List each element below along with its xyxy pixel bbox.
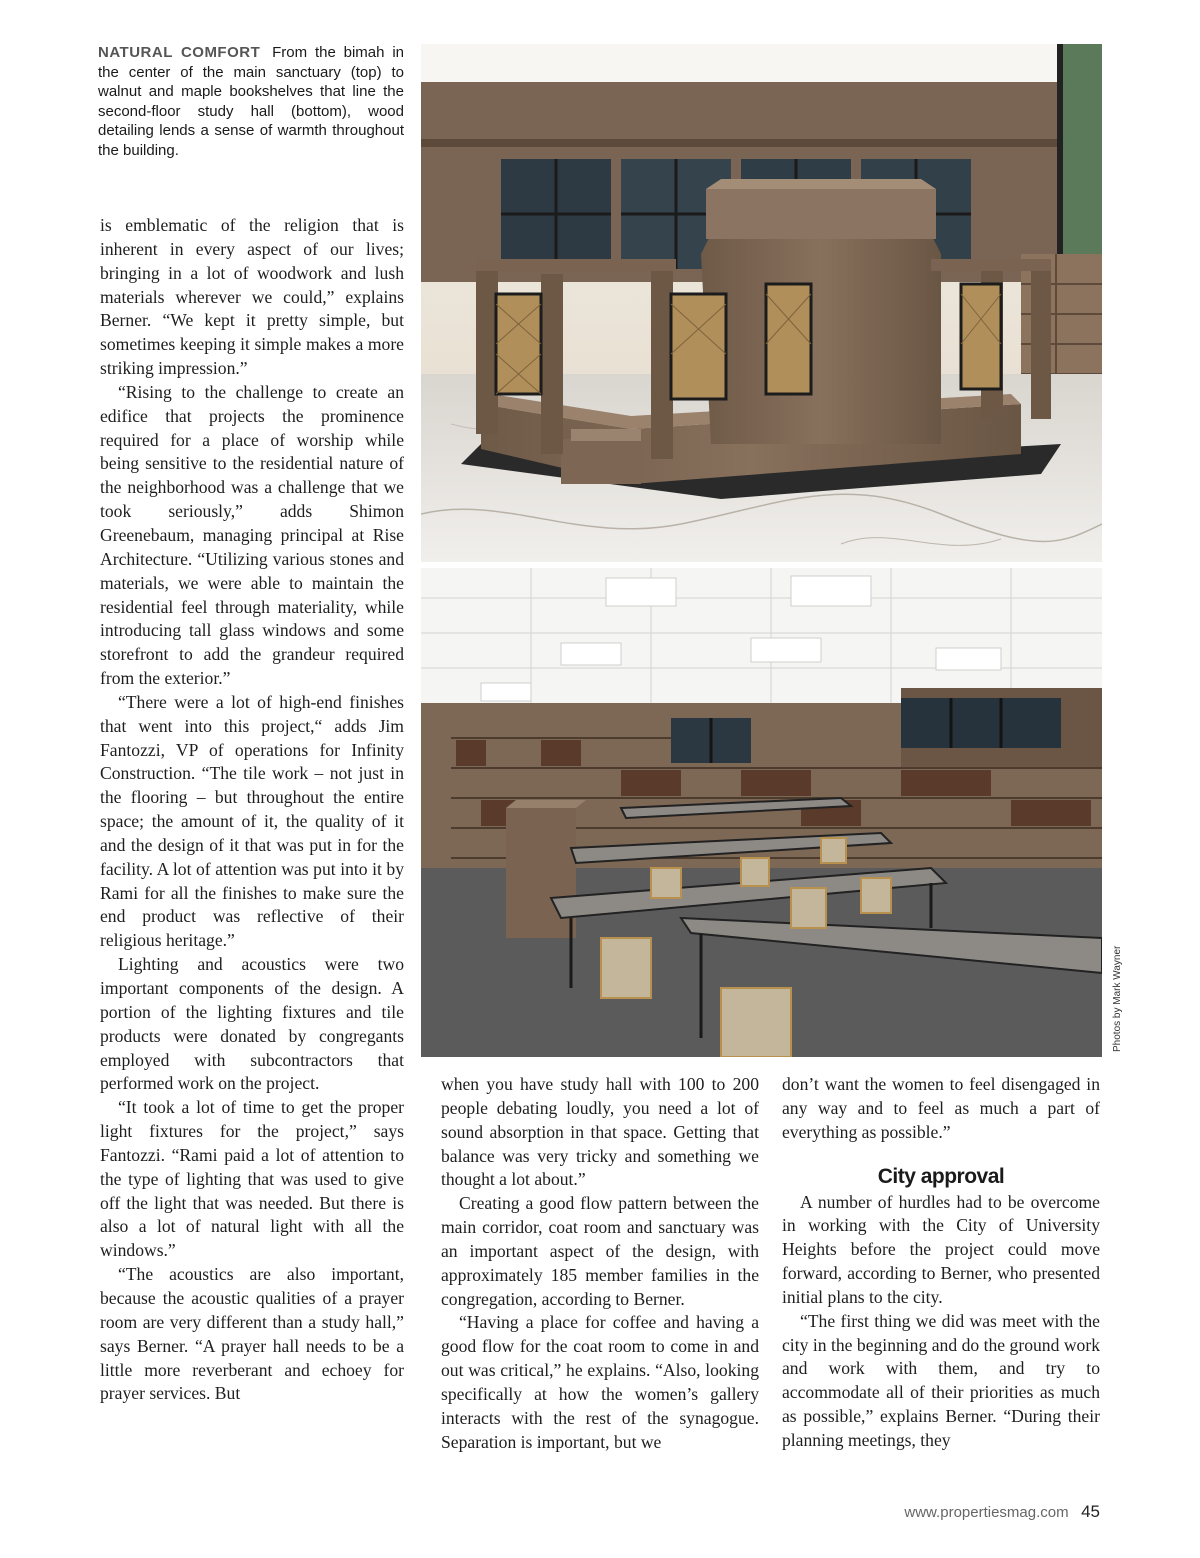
text-column-1 [100, 214, 404, 1406]
study-hall-photo [421, 568, 1102, 1057]
website-url: www.propertiesmag.com [904, 1504, 1069, 1521]
caption-lead: NATURAL COMFORT [98, 44, 261, 61]
paragraph: “Rising to the challenge to create an edifice that projects the prominence required for a place of worship while being sensitive to the residential nature of the neighborhood was a challenge that we took seriously,” adds Shimon Greenebaum, managing principal at Rise Architecture. “Utilizing various stones and materials, we were able to maintain the residential feel through materiality, while introducing tall glass windows and some storefront to add the grandeur required from the exterior.” [100, 381, 404, 689]
paragraph: “It took a lot of time to get the proper light fixtures for the project,” says Fantozzi. “Rami paid a lot of attention to the type of lighting that was used to give off the light that was needed. But there is also a lot of natural light with all the windows.” [100, 1097, 404, 1261]
page-number: 45 [1081, 1502, 1100, 1521]
photo-credit: Photos by Mark Wayner [1112, 945, 1123, 1052]
paragraph: “The first thing we did was meet with the city in the beginning and do the ground work and work with them, and try to accommodate all of their priorities as much as possible,” explains Berner. “During their planning meetings, they [782, 1310, 1100, 1450]
section-subhead: City approval [877, 1164, 1005, 1188]
paragraph: when you have study hall with 100 to 200 people debating loudly, you need a lot of sound absorption in that space. Getting that balance was very tricky and something we thought a lot about.” [441, 1074, 759, 1190]
text-column-2 [441, 1073, 759, 1455]
caption-text: From the bimah in the center of the main sanctuary (top) to walnut and maple bookshelves that line the second-floor study hall (bottom), wood detailing lends a sense of warmth throughout the building. [98, 44, 404, 159]
paragraph: “There were a lot of high-end finishes that went into this project,“ adds Jim Fantozzi, VP of operations for Infinity Construction. “The tile work – not just in the flooring – but throughout the entire space; the amount of it, the quality of it and the design of it that was put in for the facility. A lot of attention was put into it by Rami for all the finishes to make sure the end product was reflective of their religious heritage.” [100, 691, 404, 951]
photo-caption [98, 43, 404, 160]
paragraph: Creating a good flow pattern between the main corridor, coat room and sanctuary was an important aspect of the design, with approximately 185 member families in the congregation, according to Berner. [441, 1193, 759, 1309]
paragraph: A number of hurdles had to be overcome in working with the City of University Heights before the project could move forward, according to Berner, who presented initial plans to the city. [782, 1191, 1100, 1307]
paragraph: Lighting and acoustics were two important components of the design. A portion of the lighting fixtures and tile products were donated by congregants employed with subcontractors that performed work on the project. [100, 954, 404, 1094]
sanctuary-bimah-photo [421, 44, 1102, 562]
paragraph: is emblematic of the religion that is inherent in every aspect of our lives; bringing in a lot of woodwork and lush materials wherever we could,” explains Berner. “We kept it pretty simple, but sometimes keeping it simple makes a more striking impression.” [100, 215, 404, 379]
paragraph: “The acoustics are also important, because the acoustic qualities of a prayer room are very different than a study hall,” says Berner. “A prayer hall needs to be a little more reverberant and echoey for prayer services. But [100, 1264, 404, 1404]
text-column-3 [782, 1073, 1100, 1453]
page-footer [904, 1502, 1100, 1522]
paragraph: don’t want the women to feel disengaged in any way and to feel as much a part of everything as possible.” [782, 1074, 1100, 1142]
paragraph: “Having a place for coffee and having a good flow for the coat room to come in and out was critical,” he explains. “Also, looking specifically at how the women’s gallery interacts with the rest of the synagogue. Separation is important, but we [441, 1312, 759, 1452]
